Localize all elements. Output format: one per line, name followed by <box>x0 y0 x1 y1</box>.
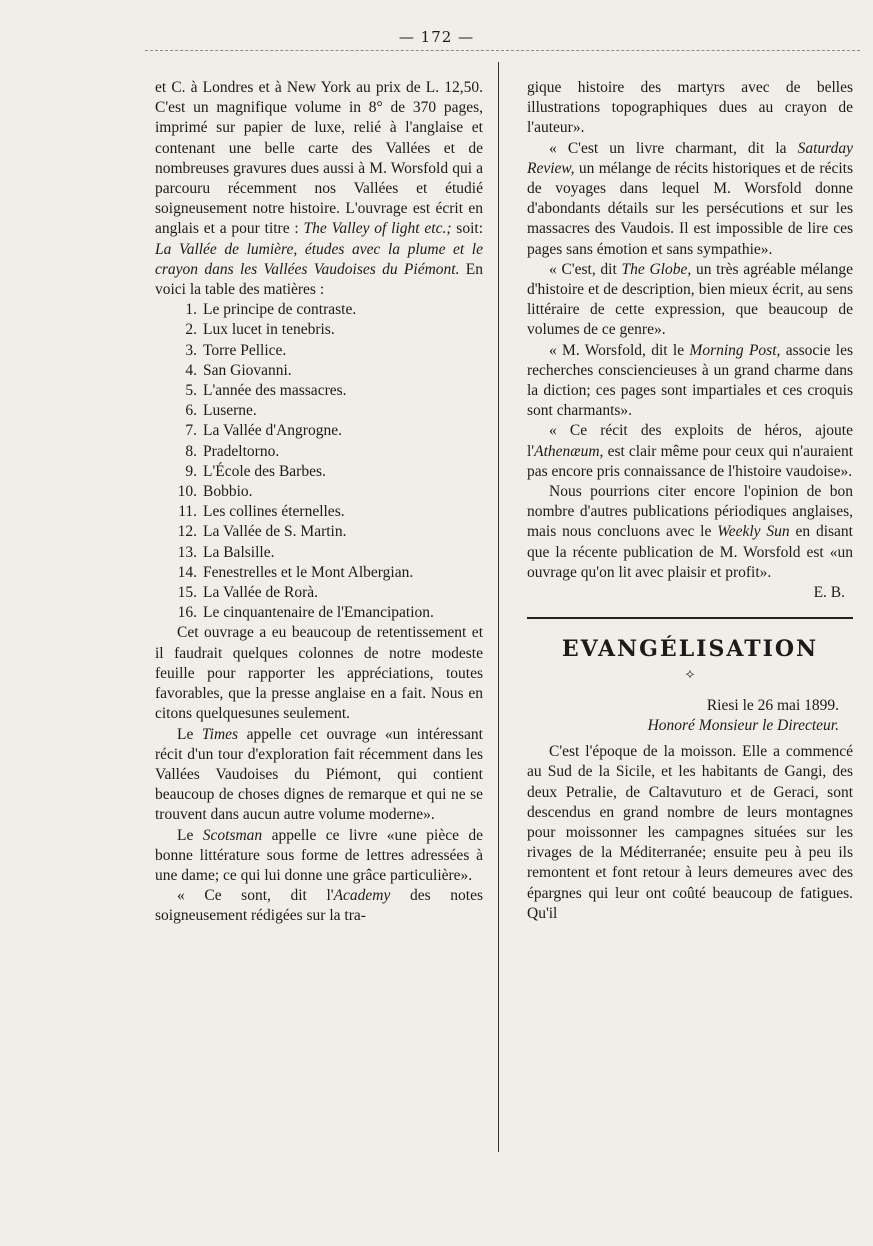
intro-paragraph <box>155 78 483 300</box>
toc-item-number: 2. <box>185 321 197 339</box>
toc-item <box>155 300 483 320</box>
weekly-quote: en disant que la récente publication de M. Worsfold est «un ouvrage qu'on lit avec plaisir et profit». <box>527 523 853 581</box>
right-column <box>527 78 853 924</box>
toc-item-text: La Vallée d'Angrogne. <box>203 422 342 440</box>
morning-pre: « M. Worsfold, dit le <box>549 341 690 359</box>
times-quote: appelle cet ouvrage «un intéressant récit d'un tour d'exploration fait récemment dans les Vallées Vaudoises du Piémont, qui contient beaucoup de choses dignes de remarque et qui ne se trouvent dans aucun autre volume moderne». <box>155 725 483 824</box>
times-pre: Le <box>177 725 202 743</box>
morning-quote: associe les recherches consciencieuses à un grand charme dans la diction; ces pages sont impartiales et ces croquis sont charmants». <box>527 341 854 420</box>
table-intro: En voici la table des matières : <box>155 260 483 299</box>
book-title-fr: La Vallée de lumière, études avec la plume et le crayon dans les Vallées Vaudoises du Piémont. <box>155 240 483 278</box>
toc-item <box>155 482 483 502</box>
athen-quote: est clair même pour ceux qui n'auraient pas encore pris connaissance de l'histoire vaudoise». <box>527 442 853 480</box>
academy-pre: « Ce sont, dit l' <box>177 887 334 905</box>
letter-salutation <box>527 716 853 736</box>
toc-item <box>155 563 483 583</box>
toc-item-number: 13. <box>177 543 197 561</box>
toc-item-number: 15. <box>177 584 197 602</box>
toc-item <box>155 320 483 340</box>
paragraph-academy <box>155 886 483 926</box>
toc-item <box>155 381 483 401</box>
section-title: EVANGÉLISATION <box>561 636 819 663</box>
toc-item <box>155 543 483 563</box>
letter-dateline: Riesi le 26 mai 1899. <box>706 696 839 714</box>
toc-item <box>155 401 483 421</box>
toc-item-text: Torre Pellice. <box>203 341 287 359</box>
toc-item-number: 6. <box>185 402 197 420</box>
toc-item-number: 11. <box>178 503 197 521</box>
paragraph-morning-post <box>527 341 853 422</box>
toc-item-number: 12. <box>177 523 197 541</box>
paragraph-weekly-sun <box>527 482 853 583</box>
section-rule <box>527 617 853 619</box>
toc-item <box>155 502 483 522</box>
book-title-en: The Valley of light etc.; <box>303 220 452 238</box>
publication-times: Times <box>201 725 239 743</box>
toc-item-text: Fenestrelles et le Mont Albergian. <box>203 563 414 581</box>
toc-item-number: 10. <box>177 483 197 501</box>
salutation-text: Honoré Monsieur le Directeur. <box>647 716 839 734</box>
column-divider <box>498 62 499 1152</box>
publication-saturday-review: Saturday Review, <box>527 139 853 177</box>
saturday-quote: un mélange de récits historiques et de récits de voyages dans lequel M. Worsfold donne d'abondants détails sur les persécutions et sur les massacres des Vaudois. Il est impossible de lire ces pages sans émotion et sans sympathie». <box>527 159 853 258</box>
paragraph-saturday <box>527 139 853 260</box>
toc-item-number: 3. <box>185 341 197 359</box>
toc-item <box>155 442 483 462</box>
toc-item-text: Pradeltorno. <box>203 442 280 460</box>
toc-item-text: Luserne. <box>203 402 257 420</box>
toc-item <box>155 462 483 482</box>
toc-item <box>155 603 483 623</box>
toc-item <box>155 522 483 542</box>
intro-text: et C. à Londres et à New York au prix de L. 12,50. C'est un magnifique volume in 8° de 370 pages, imprimé sur papier de luxe, relié à l'anglaise et contenant une belle carte des Vallées et de nombreuses gravures dues aussi à M. Worsfold qui a parcouru récemment nos Vallées et étudié soigneusement notre histoire. L'ouvrage est écrit en anglais et a pour titre : <box>155 79 483 238</box>
paragraph-scotsman <box>155 826 483 887</box>
toc-item-number: 8. <box>185 442 197 460</box>
athen-pre: « Ce récit des exploits de héros, ajoute l' <box>527 422 853 460</box>
toc-item <box>155 361 483 381</box>
publication-morning-post: Morning Post, <box>689 341 781 359</box>
toc-item-text: Les collines éternelles. <box>203 503 345 521</box>
toc-item-number: 4. <box>185 361 197 379</box>
publication-weekly-sun: Weekly Sun <box>717 523 790 541</box>
soit-text: soit: <box>451 220 483 238</box>
weekly-pre: Nous pourrions citer encore l'opinion de bon nombre d'autres publications périodiques anglaises, mais nous concluons avec le <box>527 483 853 541</box>
toc-item-text: La Balsille. <box>203 543 275 561</box>
globe-quote: un très agréable mélange d'histoire et de description, bien mieux écrit, au sens littéraire de cette expression, que beaucoup de volumes de ce genre». <box>527 260 853 339</box>
academy-quote: des notes soigneusement rédigées sur la tra- <box>155 887 483 925</box>
toc-item-text: Le principe de contraste. <box>203 301 357 319</box>
signature: E. B. <box>813 584 845 602</box>
toc-item-text: San Giovanni. <box>203 361 292 379</box>
toc-item-text: L'année des massacres. <box>203 382 347 400</box>
left-column <box>155 78 483 927</box>
toc-item <box>155 583 483 603</box>
paragraph-continuation: gique histoire des martyrs avec de belles illustrations topographiques dues au crayon de l'auteur». <box>527 79 853 137</box>
publication-globe: The Globe, <box>621 260 692 278</box>
paragraph-globe <box>527 260 853 341</box>
globe-pre: « C'est, dit <box>549 260 622 278</box>
page-number: — 172 — <box>398 28 475 46</box>
toc-item-text: La Vallée de S. Martin. <box>203 523 347 541</box>
toc-item <box>155 421 483 441</box>
scotsman-pre: Le <box>177 826 203 844</box>
publication-scotsman: Scotsman <box>202 826 263 844</box>
publication-athenaeum: Athenæum, <box>534 442 604 460</box>
scotsman-quote: appelle ce livre «une pièce de bonne littérature sous forme de lettres adressées à une dame; ce qui lui donne une grâce particulière». <box>155 826 483 884</box>
publication-academy: Academy <box>333 887 391 905</box>
paragraph-athenaeum <box>527 421 853 482</box>
paragraph-retentissement: Cet ouvrage a eu beaucoup de retentissement et il faudrait quelques colonnes de notre modeste feuille pour rapporter les appréciations, toutes favorables, que la presse anglaise en a fait. Nous en citons quelquesunes seulement. <box>155 624 483 723</box>
paragraph-times <box>155 725 483 826</box>
toc-item-text: Le cinquantenaire de l'Emancipation. <box>203 604 434 622</box>
toc-item-text: Bobbio. <box>203 483 253 501</box>
toc-item-number: 5. <box>185 382 197 400</box>
header-rule <box>145 50 860 51</box>
letter-body: C'est l'époque de la moisson. Elle a commencé au Sud de la Sicile, et les habitants de Gangi, des deux Petralie, de Caltavuturo et de Geraci, sont descendus en grand nombre de leurs montagnes pour moissonner les campagnes situées sur les rivages de la Méditerranée; ensuite peu à peu ils remontent et font retour à leurs demeures avec des épargnes qui leur ont coûté beaucoup de fatigues. Qu'il <box>527 743 853 922</box>
table-of-contents <box>155 300 483 623</box>
toc-item-text: Lux lucet in tenebris. <box>203 321 335 339</box>
saturday-pre: « C'est un livre charmant, dit la <box>549 139 798 157</box>
toc-item-number: 9. <box>185 462 197 480</box>
toc-item <box>155 341 483 361</box>
toc-item-number: 16. <box>177 604 197 622</box>
toc-item-text: L'École des Barbes. <box>203 462 326 480</box>
toc-item-number: 7. <box>185 422 197 440</box>
toc-item-text: La Vallée de Rorà. <box>203 584 319 602</box>
toc-item-number: 1. <box>185 301 197 319</box>
ornament-icon: ⟡ <box>685 667 695 683</box>
toc-item-number: 14. <box>177 563 197 581</box>
